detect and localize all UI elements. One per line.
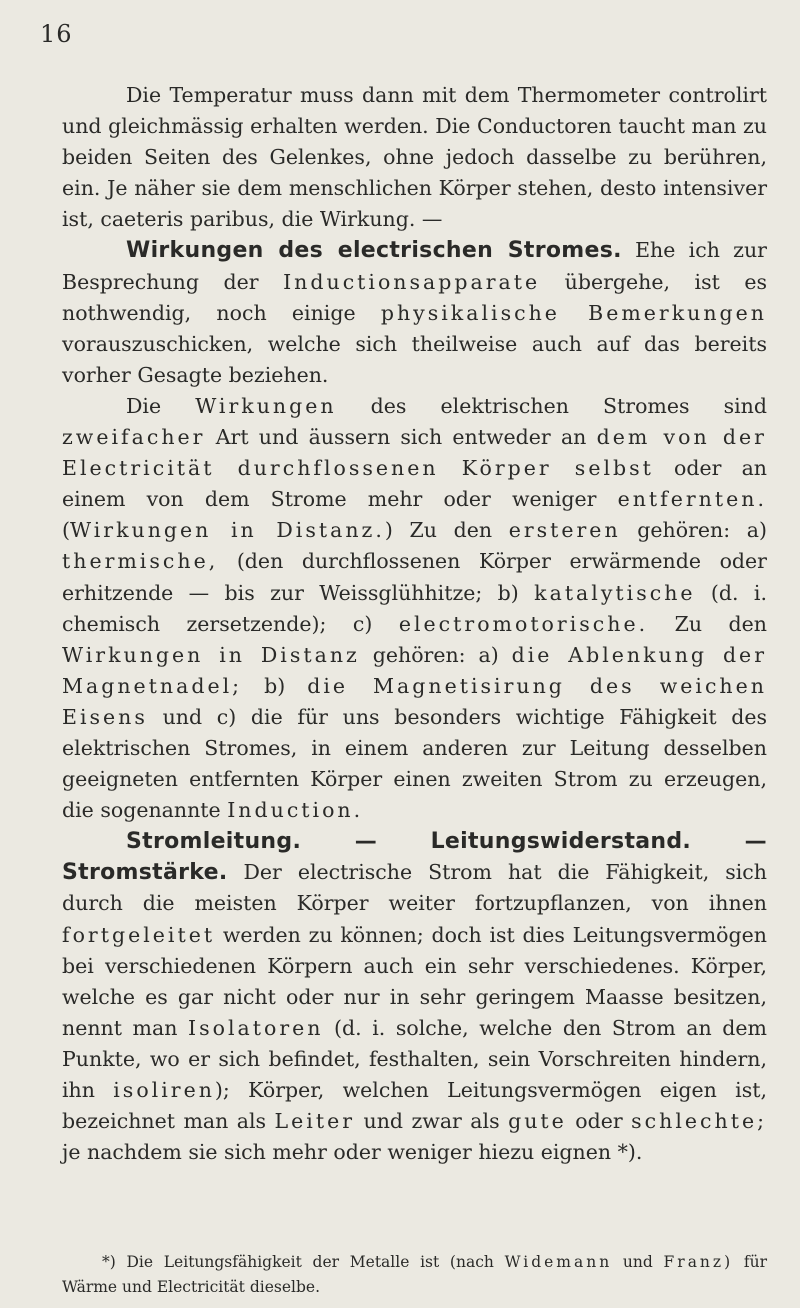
- text-run: je nachdem sie sich mehr oder weniger hiezu eignen *).: [62, 1140, 643, 1165]
- emphasis-text: Isolatoren: [188, 1015, 324, 1040]
- emphasis-text: electromotorische.: [398, 611, 649, 636]
- text-run: übergehe, ist es nothwendig, noch einige: [62, 269, 767, 325]
- text-run: vorauszuschicken, welche sich theilweise auch auf das bereits vorher Gesagte beziehen.: [62, 331, 767, 387]
- emphasis-text: thermische,: [62, 549, 219, 574]
- emphasis-text: Inductionsapparate: [283, 269, 541, 294]
- emphasis-text: ersteren: [508, 518, 621, 543]
- text-run: Art und äussern sich entweder an: [215, 425, 587, 450]
- text-run: Die: [126, 393, 162, 418]
- text-run: oder: [575, 1109, 623, 1134]
- text-run: und zwar als: [363, 1109, 500, 1134]
- text-run: werden zu können; doch ist dies Leitungsvermögen bei verschiedenen Körpern auch ein sehr verschiedenes. Körper, welche es gar nicht oder nur in sehr geringem Maasse besitzen, nennt man: [62, 922, 767, 1040]
- paragraph-3: [62, 391, 767, 826]
- footnote: [62, 1250, 767, 1300]
- emphasis-text: entfernten.: [617, 487, 767, 512]
- text-run: (d. i. chemisch zersetzende); c): [62, 580, 767, 636]
- text-run: (den durchflossenen Körper erwärmende oder erhitzende — bis zur Weissglühhitze; b): [62, 549, 767, 605]
- body-text: [62, 80, 767, 1168]
- emphasis-text: Franz): [663, 1253, 734, 1271]
- emphasis-text: Widemann: [504, 1253, 613, 1271]
- text-run: ); Körper, welchen Leitungsvermögen eigen ist, bezeichnet man als: [62, 1078, 767, 1134]
- emphasis-text: gute: [508, 1109, 567, 1134]
- emphasis-text: die Magnetisirung des weichen Eisens: [62, 673, 767, 729]
- section-heading-wirkungen: Wirkungen des electrischen Stromes.: [126, 238, 622, 264]
- text-run: für Wärme und Electricität dieselbe.: [62, 1253, 767, 1296]
- emphasis-text: Wirkungen in Distanz.: [70, 518, 385, 543]
- text-run: gehören: a): [372, 642, 499, 667]
- text-run: (: [62, 518, 70, 543]
- emphasis-text: Wirkungen: [195, 393, 337, 418]
- text-run: Der electrische Strom hat die Fähigkeit, sich durch die meisten Körper weiter fortzupflanzen, von ihnen: [62, 860, 767, 916]
- text-run: Ehe ich zur Besprechung der: [62, 238, 767, 294]
- emphasis-text: Induction.: [227, 798, 364, 823]
- emphasis-text: zweifacher: [62, 425, 206, 450]
- emphasis-text: die Ablenkung der Magnetnadel;: [62, 642, 767, 698]
- text-run: b): [264, 673, 286, 698]
- text-run: gehören: a): [637, 518, 767, 543]
- text-run: oder an einem von dem Strome mehr oder weniger: [62, 456, 767, 512]
- section-heading-stromleitung: Stromleitung. — Leitungswiderstand. — Stromstärke.: [62, 829, 767, 886]
- footnote-text: [62, 1250, 767, 1300]
- paragraph-4: [62, 826, 767, 1168]
- text-run: Die Temperatur muss dann mit dem Thermometer controlirt und gleichmässig erhalten werden. Die Conductoren taucht man zu beiden Seiten des Gelenkes, ohne jedoch dasselbe zu berühren, ein. Je näher sie dem menschlichen Körper stehen, desto intensiver ist, caeteris paribus, die Wirkung. —: [62, 83, 767, 232]
- emphasis-text: isoliren: [113, 1078, 215, 1102]
- emphasis-text: physikalische Bemerkungen: [380, 300, 767, 325]
- text-run: des elektrischen Stromes sind: [370, 393, 767, 418]
- text-run: *) Die Leitungsfähigkeit der Metalle ist (nach: [102, 1253, 494, 1271]
- emphasis-text: dem von der Electricität durchflossenen Körper selbst: [62, 425, 767, 481]
- emphasis-text: fortgeleitet: [62, 922, 216, 947]
- text-run: und c) die für uns besonders wichtige Fähigkeit des elektrischen Stromes, in einem anderen zur Leitung desselben geeigneten entfernten Körper einen zweiten Strom zu erzeugen, die sogenannte: [62, 704, 767, 823]
- text-run: und: [622, 1253, 653, 1271]
- text-run: ) Zu den: [384, 518, 493, 543]
- emphasis-text: schlechte;: [631, 1109, 767, 1134]
- emphasis-text: katalytische: [534, 580, 696, 605]
- emphasis-text: Wirkungen in Distanz: [62, 642, 360, 667]
- text-run: (d. i. solche, welche den Strom an dem Punkte, wo er sich befindet, festhalten, sein Vorschreiten hindern, ihn: [62, 1015, 767, 1102]
- paragraph-1: [62, 80, 767, 235]
- paragraph-2: [62, 235, 767, 390]
- text-run: Zu den: [674, 611, 767, 636]
- page-number: 16: [40, 20, 73, 48]
- emphasis-text: Leiter: [274, 1109, 356, 1134]
